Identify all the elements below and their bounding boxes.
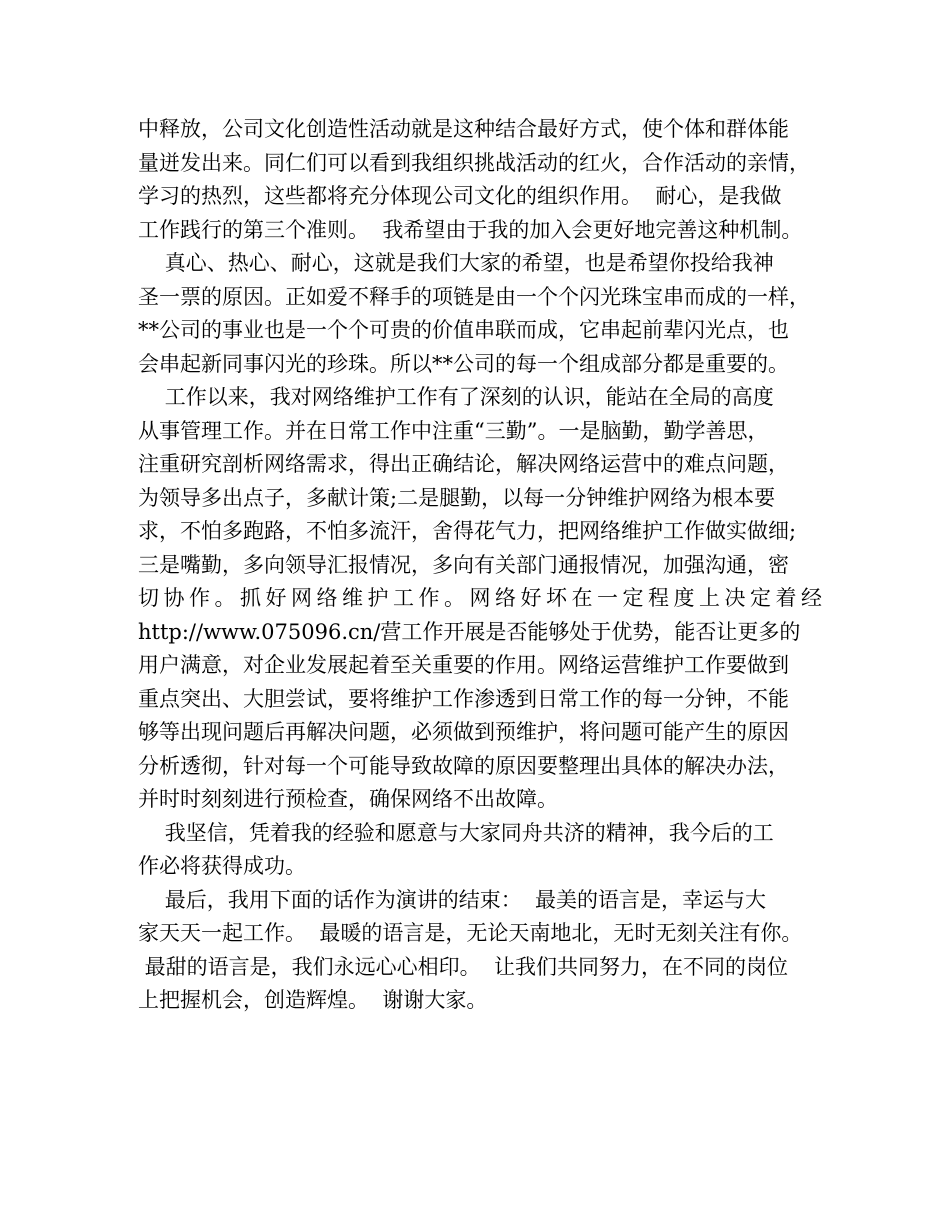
text-line: 切协作。抓好网络维护工作。网络好坏在一定程度上决定着经 [138, 586, 822, 610]
paragraph-first-line: 最后，我用下面的话作为演讲的结束： 最美的语言是，幸运与大 [138, 887, 767, 912]
text-line: 重点突出、大胆尝试，要将维护工作渗透到日常工作的每一分钟，不能 [138, 686, 789, 711]
text-line: 用户满意，对企业发展起着至关重要的作用。网络运营维护工作要做到 [138, 653, 789, 677]
text-line: 并时时刻刻进行预检查，确保网络不出故障。 [138, 787, 558, 811]
text-line: 求，不怕多跑路，不怕多流汗，舍得花气力，把网络维护工作做实做细; [138, 519, 797, 543]
text-line: 圣一票的原因。正如爱不释手的项链是由一个个闪光珠宝串而成的一样， [138, 284, 810, 309]
text-line: 中释放，公司文化创造性活动就是这种结合最好方式，使个体和群体能 [138, 117, 789, 141]
text-line: 分析透彻，针对每一个可能导致故障的原因要整理出具体的解决办法， [138, 753, 789, 778]
paragraph-first-line: 我坚信，凭着我的经验和愿意与大家同舟共济的精神，我今后的工 [138, 820, 774, 845]
text-line: 家天天一起工作。 最暖的语言是，无论天南地北，无时无刻关注有你。 [138, 921, 803, 945]
text-line: 注重研究剖析网络需求，得出正确结论，解决网络运营中的难点问题， [138, 452, 789, 476]
text-line: 作必将获得成功。 [138, 854, 306, 878]
paragraph-first-line: 工作以来，我对网络维护工作有了深刻的认识，能站在全局的高度 [138, 385, 774, 409]
text-line: 量迸发出来。同仁们可以看到我组织挑战活动的红火，合作活动的亲情， [138, 150, 810, 175]
text-line: 够等出现问题后再解决问题，必须做到预维护，将问题可能产生的原因 [138, 720, 789, 744]
text-line: http://www.075096.cn/营工作开展是否能够处于优势，能否让更多的 [138, 619, 801, 644]
document-body [138, 113, 822, 1018]
text-line: 为领导多出点子，多献计策;二是腿勤，以每一分钟维护网络为根本要 [138, 485, 776, 510]
text-line: 学习的热烈，这些都将充分体现公司文化的组织作用。 耐心，是我做 [138, 184, 782, 208]
text-line: 工作践行的第三个准则。 我希望由于我的加入会更好地完善这种机制。 [138, 217, 803, 242]
text-line: 上把握机会，创造辉煌。 谢谢大家。 [138, 988, 488, 1012]
paragraph-first-line: 真心、热心、耐心，这就是我们大家的希望，也是希望你投给我神 [138, 251, 774, 275]
text-line: 会串起新同事闪光的珍珠。所以**公司的每一个组成部分都是重要的。 [138, 351, 789, 376]
text-line: 三是嘴勤，多向领导汇报情况，多向有关部门通报情况，加强沟通，密 [138, 552, 789, 577]
text-line: **公司的事业也是一个个可贵的价值串联而成，它串起前辈闪光点，也 [138, 318, 789, 342]
text-line: 最甜的语言是，我们永远心心相印。 让我们共同努力，在不同的岗位 [138, 954, 789, 979]
text-line: 从事管理工作。并在日常工作中注重“三勤”。一是脑勤，勤学善思， [138, 418, 769, 443]
